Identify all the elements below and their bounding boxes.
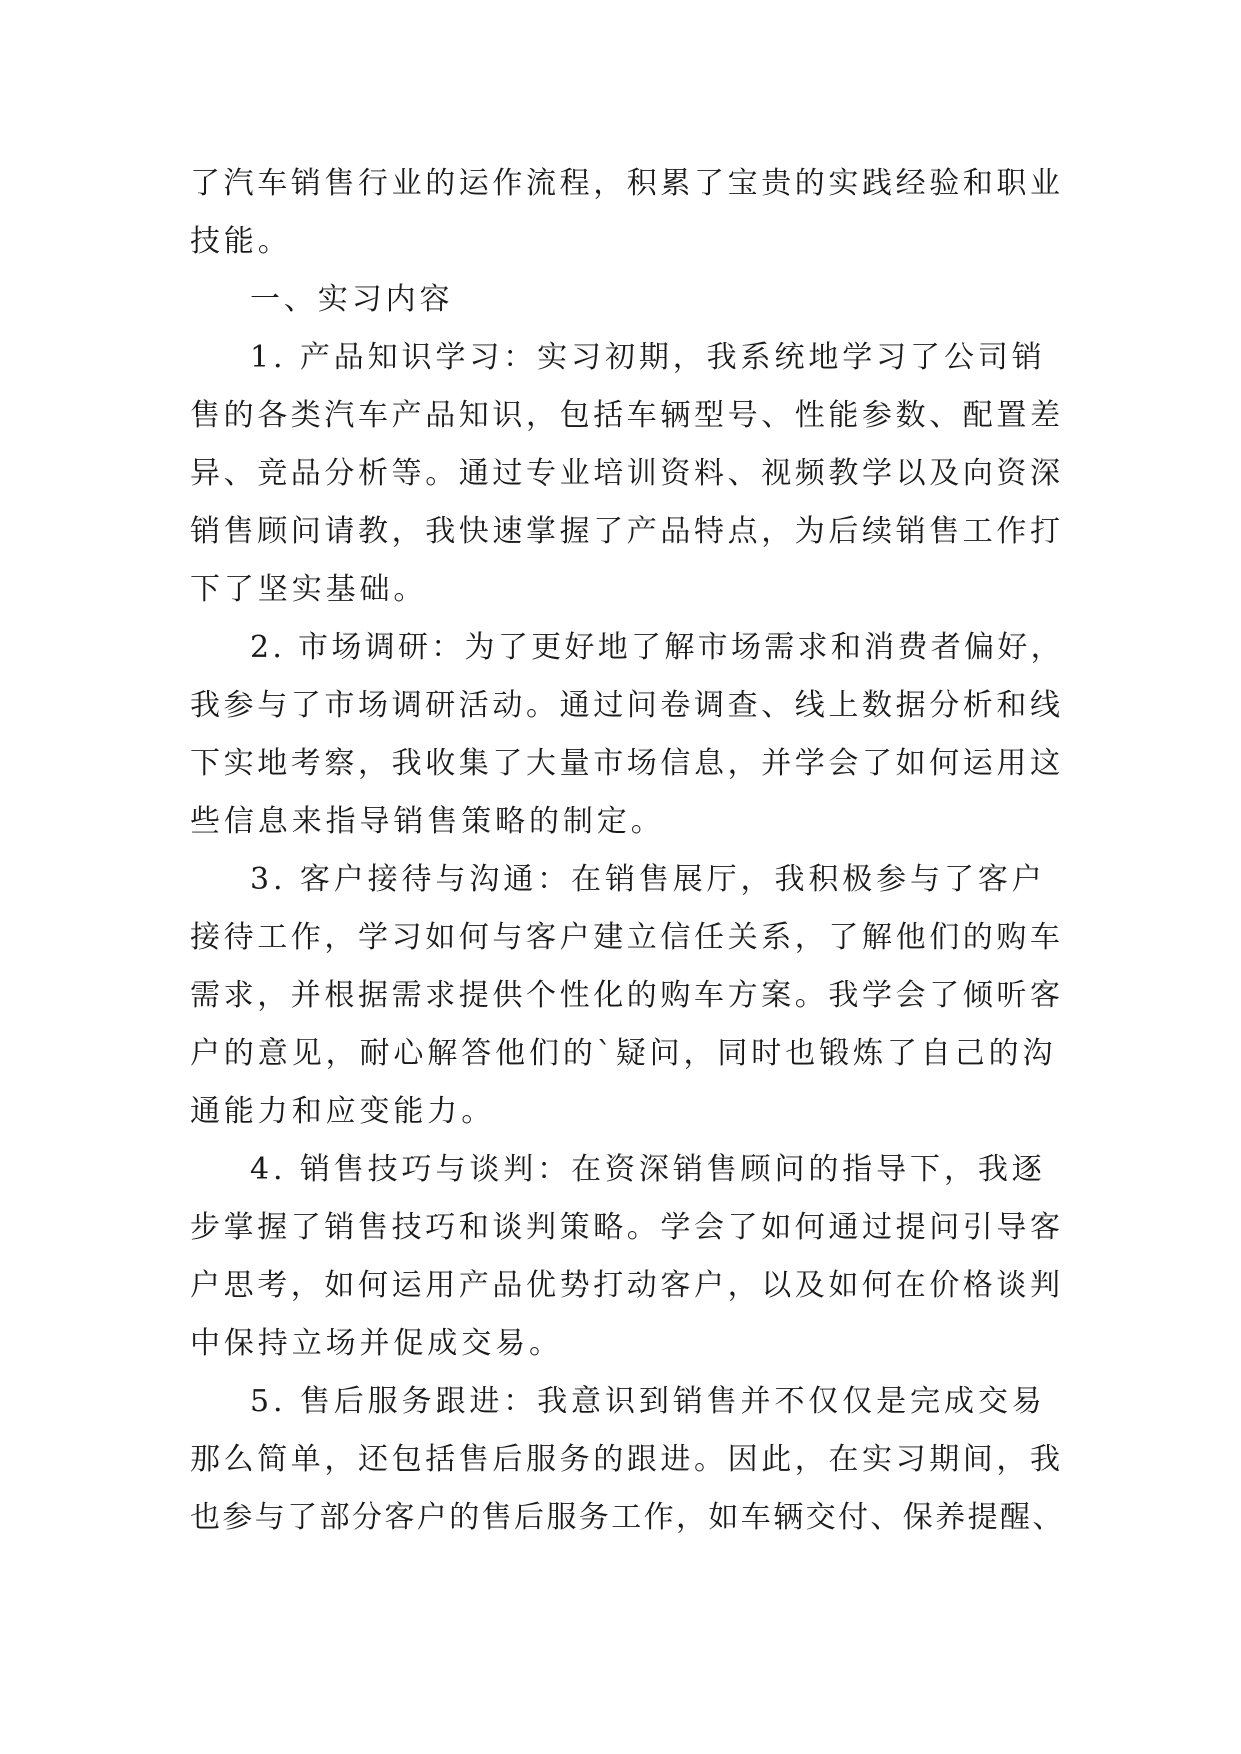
text-line: 通能力和应变能力。 [190,1094,496,1129]
text-line: 技能。 [190,224,292,259]
text-line: 2. 市场调研：为了更好地了解市场需求和消费者偏好， [250,630,1064,665]
text-line: 销售顾问请教，我快速掌握了产品特点，为后续销售工作打 [190,514,1064,549]
text-line: 了汽车销售行业的运作流程，积累了宝贵的实践经验和职业 [190,166,1064,201]
text-line: 异、竞品分析等。通过专业培训资料、视频教学以及向资深 [190,456,1064,491]
text-line: 售的各类汽车产品知识，包括车辆型号、性能参数、配置差 [190,398,1064,433]
text-line: 步掌握了销售技巧和谈判策略。学会了如何通过提问引导客 [190,1210,1064,1245]
text-line: 户思考，如何运用产品优势打动客户，以及如何在价格谈判 [190,1268,1064,1303]
text-line: 接待工作，学习如何与客户建立信任关系，了解他们的购车 [190,920,1064,955]
section-heading: 一、实习内容 [250,282,454,317]
text-line: 下了坚实基础。 [190,572,428,607]
text-line: 1. 产品知识学习：实习初期，我系统地学习了公司销 [250,340,1046,375]
text-line: 需求，并根据需求提供个性化的购车方案。我学会了倾听客 [190,978,1064,1013]
text-line: 中保持立场并促成交易。 [190,1326,563,1361]
text-line: 户的意见，耐心解答他们的`疑问，同时也锻炼了自己的沟 [190,1036,1057,1071]
text-line: 那么简单，还包括售后服务的跟进。因此，在实习期间，我 [190,1442,1064,1477]
text-line: 3. 客户接待与沟通：在销售展厅，我积极参与了客户 [250,862,1046,897]
text-line: 下实地考察，我收集了大量市场信息，并学会了如何运用这 [190,746,1064,781]
text-line: 5. 售后服务跟进：我意识到销售并不仅仅是完成交易 [250,1384,1046,1419]
text-line: 我参与了市场调研活动。通过问卷调查、线上数据分析和线 [190,688,1064,723]
text-line: 些信息来指导销售策略的制定。 [190,804,665,839]
text-line: 4. 销售技巧与谈判：在资深销售顾问的指导下，我逐 [250,1152,1046,1187]
text-line: 也参与了部分客户的售后服务工作，如车辆交付、保养提醒、 [190,1500,1065,1535]
